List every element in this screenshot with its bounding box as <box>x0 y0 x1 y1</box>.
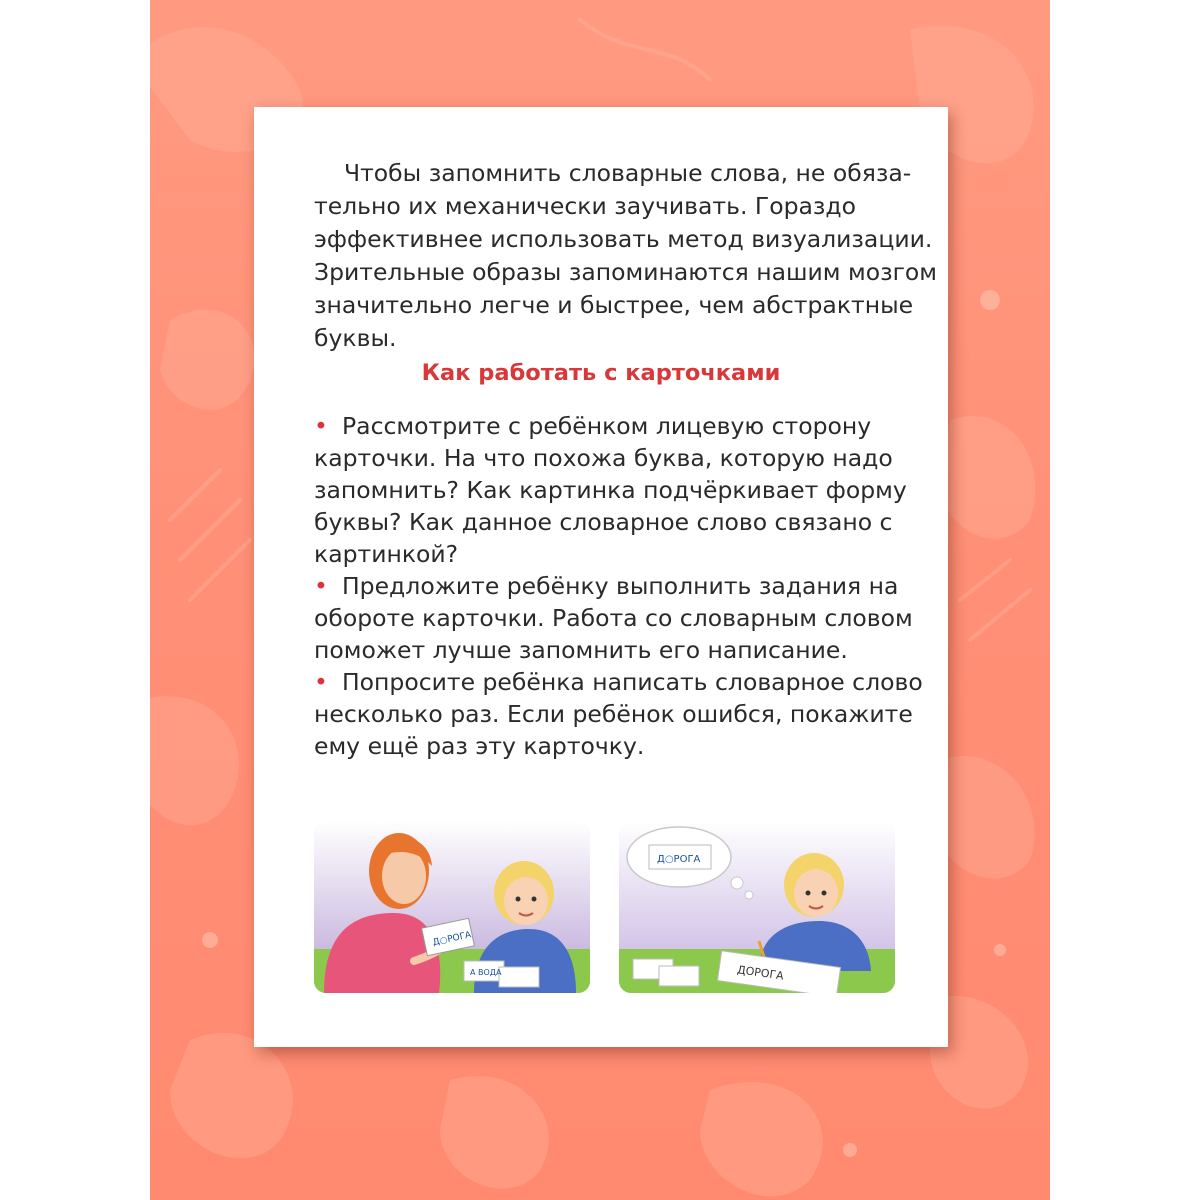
mother-child-drawing <box>314 821 590 993</box>
step-line <box>314 410 924 442</box>
illustration-child-writing <box>619 821 895 993</box>
list-item <box>314 410 924 570</box>
step-text: Попросите ребёнка написать словарное слово <box>342 668 923 696</box>
bullet-icon: • <box>314 572 328 600</box>
section-heading: Как работать с карточками <box>421 360 781 386</box>
intro-line: Зрительные образы запоминаются нашим мозгом <box>314 258 938 286</box>
step-line <box>314 570 924 602</box>
intro-line: тельно их механически заучивать. Гораздо <box>314 192 857 220</box>
intro-line: буквы. <box>314 324 397 352</box>
list-item <box>314 666 924 762</box>
step-line: поможет лучше запомнить его написание. <box>314 636 848 664</box>
bubble-word-prefix: Д <box>657 854 665 865</box>
paper-word: ДОРОГА <box>736 963 785 983</box>
illustration-mother-and-child <box>314 821 590 993</box>
intro-line: Чтобы запомнить словарные слова, не обяза- <box>344 159 912 187</box>
step-line: запомнить? Как картинка подчёркивает форму <box>314 476 907 504</box>
step-line: картинкой? <box>314 540 459 568</box>
small-card-word: А ВОДА <box>470 968 502 977</box>
bubble-word-rest: РОГА <box>673 854 701 865</box>
step-line <box>314 666 924 698</box>
svg-text:Д○РОГА: Д○РОГА <box>431 930 473 949</box>
intro-paragraph <box>314 157 938 355</box>
card-word-rest: РОГА <box>446 930 473 946</box>
content-page <box>254 107 948 1047</box>
step-line: несколько раз. Если ребёнок ошибся, покажите <box>314 700 913 728</box>
step-line: карточки. На что похожа буква, которую надо <box>314 444 893 472</box>
svg-text:Д○РОГА: Д○РОГА <box>657 854 701 865</box>
bullet-icon: • <box>314 668 328 696</box>
bullet-icon: • <box>314 412 328 440</box>
step-text: Предложите ребёнку выполнить задания на <box>342 572 899 600</box>
step-line: обороте карточки. Работа со словарным словом <box>314 604 913 632</box>
intro-line: значительно легче и быстрее, чем абстрактные <box>314 291 914 319</box>
step-text: Рассмотрите с ребёнком лицевую сторону <box>342 412 872 440</box>
list-item <box>314 570 924 666</box>
card-word-prefix: Д <box>431 936 441 949</box>
instruction-list <box>314 410 924 762</box>
intro-line: эффективнее использовать метод визуализации. <box>314 225 933 253</box>
step-line: буквы? Как данное словарное слово связано с <box>314 508 893 536</box>
child-writing-drawing <box>619 821 895 993</box>
step-line: ему ещё раз эту карточку. <box>314 732 645 760</box>
